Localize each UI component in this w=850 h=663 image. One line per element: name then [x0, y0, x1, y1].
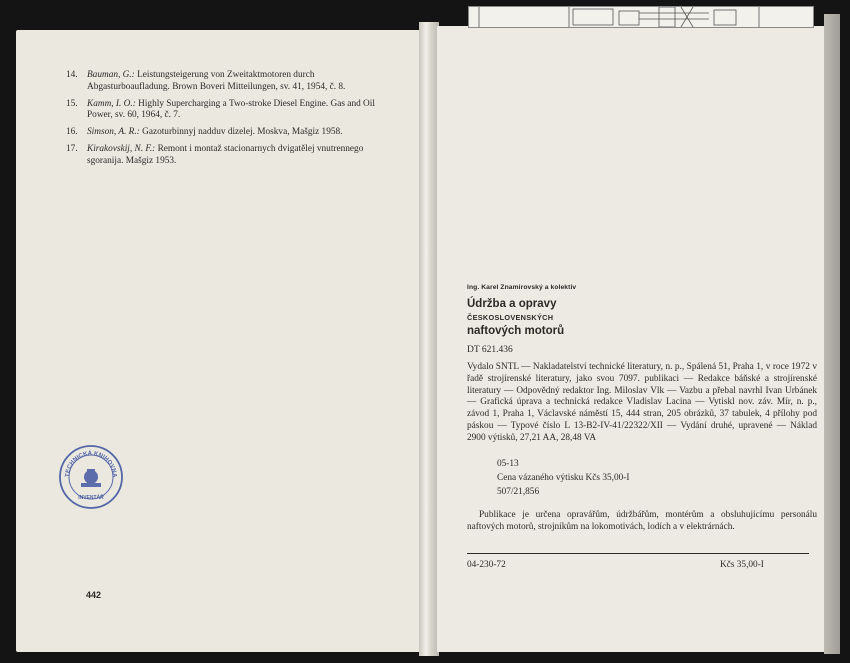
reference-item — [66, 127, 378, 139]
technical-drawing-icon — [469, 7, 814, 28]
reference-text: Highly Supercharging a Two-stroke Diesel Engine. Gas and Oil Power, sv. 60, 1964, č. 7. — [87, 98, 375, 121]
svg-text:TECHNICKÁ KNIHOVNA PRAHA: TECHNICKÁ KNIHOVNA — [64, 450, 118, 478]
reference-text: Remont i montaž stacionarnych dvigatělej vnutrennego sgoranija. Mašgiz 1953. — [87, 143, 364, 166]
reference-item — [66, 70, 378, 94]
imprint-block — [467, 284, 819, 355]
reference-author: Kirakovskij, N. F.: — [87, 143, 156, 154]
reference-author: Bauman, G.: — [87, 70, 135, 80]
divider — [467, 553, 809, 554]
book-authors: Ing. Karel Znamirovský a kolektiv — [467, 284, 577, 291]
folded-insert-drawing — [468, 6, 814, 28]
reference-author: Simson, A. R.: — [87, 127, 140, 138]
reference-list — [66, 70, 378, 173]
reference-author: Kamm, I. O.: — [87, 98, 136, 109]
reference-item — [66, 99, 378, 123]
reference-number: 17. — [66, 143, 78, 154]
footer-price: Kčs 35,00-I — [720, 560, 764, 570]
page-number: 442 — [86, 590, 102, 600]
reference-text: Gazoturbinnyj nadduv dizelej. Moskva, Mašgiz 1958. — [139, 127, 343, 138]
book-title-line1: Údržba a opravy — [467, 298, 557, 310]
reference-text: Leistungsteigerung von Zweitaktmotoren durch Abgasturboaufladung. Brown Boveri Mitteilungen, sv. 41, 1954, č. 8. — [87, 70, 346, 92]
price-line: Cena vázaného výtisku Kčs 35,00-I — [497, 473, 630, 483]
audience-note: Publikace je určena opravářům, údržbářům, montérům a obsluhujícímu personálu naftových motorů, strojníkům na lokomotivách, lodích a v elektrárnách. — [467, 510, 817, 532]
library-stamp — [57, 443, 125, 516]
reference-number: 16. — [66, 127, 78, 138]
reference-item — [66, 144, 378, 168]
book-title-line3: naftových motorů — [467, 325, 565, 337]
book-gutter — [419, 22, 439, 656]
publisher-info: Vydalo SNTL — Nakladatelství technické literatury, n. p., Spálená 51, Praha 1, v roce 1972 v řadě strojírenské literatury, jako svou 7097. publikaci — Redakce báňské a strojírenské literatury — Odpovědný redaktor Ing. Miloslav Vlk — Vazbu a přebal navrhl Ivan Urbánek — Grafická úprava a technická redakce Vladislav Lacina — Vytiskl nov. záv. Mír, n. p., závod 1, Praha 1, Václavské náměstí 15, 444 stran, 205 obrázků, 37 tabulek, 4 přílohy pod páskou — Typové číslo L 13-B2-IV-41/22322/XII — Vydání druhé, upravené — Náklad 2900 výtisků, 27,21 AA, 28,48 VA — [467, 362, 817, 443]
edition-code: 05-13 — [497, 459, 519, 469]
book-edge — [824, 14, 840, 654]
catalog-code: 507/21,856 — [497, 487, 540, 497]
reference-number: 15. — [66, 98, 78, 109]
svg-text:INVENTÁŘ: INVENTÁŘ — [78, 495, 104, 501]
book-title-line2: ČESKOSLOVENSKÝCH — [467, 313, 554, 322]
stamp-seal-icon — [57, 443, 125, 511]
footer-code: 04-230-72 — [467, 560, 506, 570]
classification-code: DT 621.436 — [467, 345, 513, 355]
reference-number: 14. — [66, 70, 78, 80]
